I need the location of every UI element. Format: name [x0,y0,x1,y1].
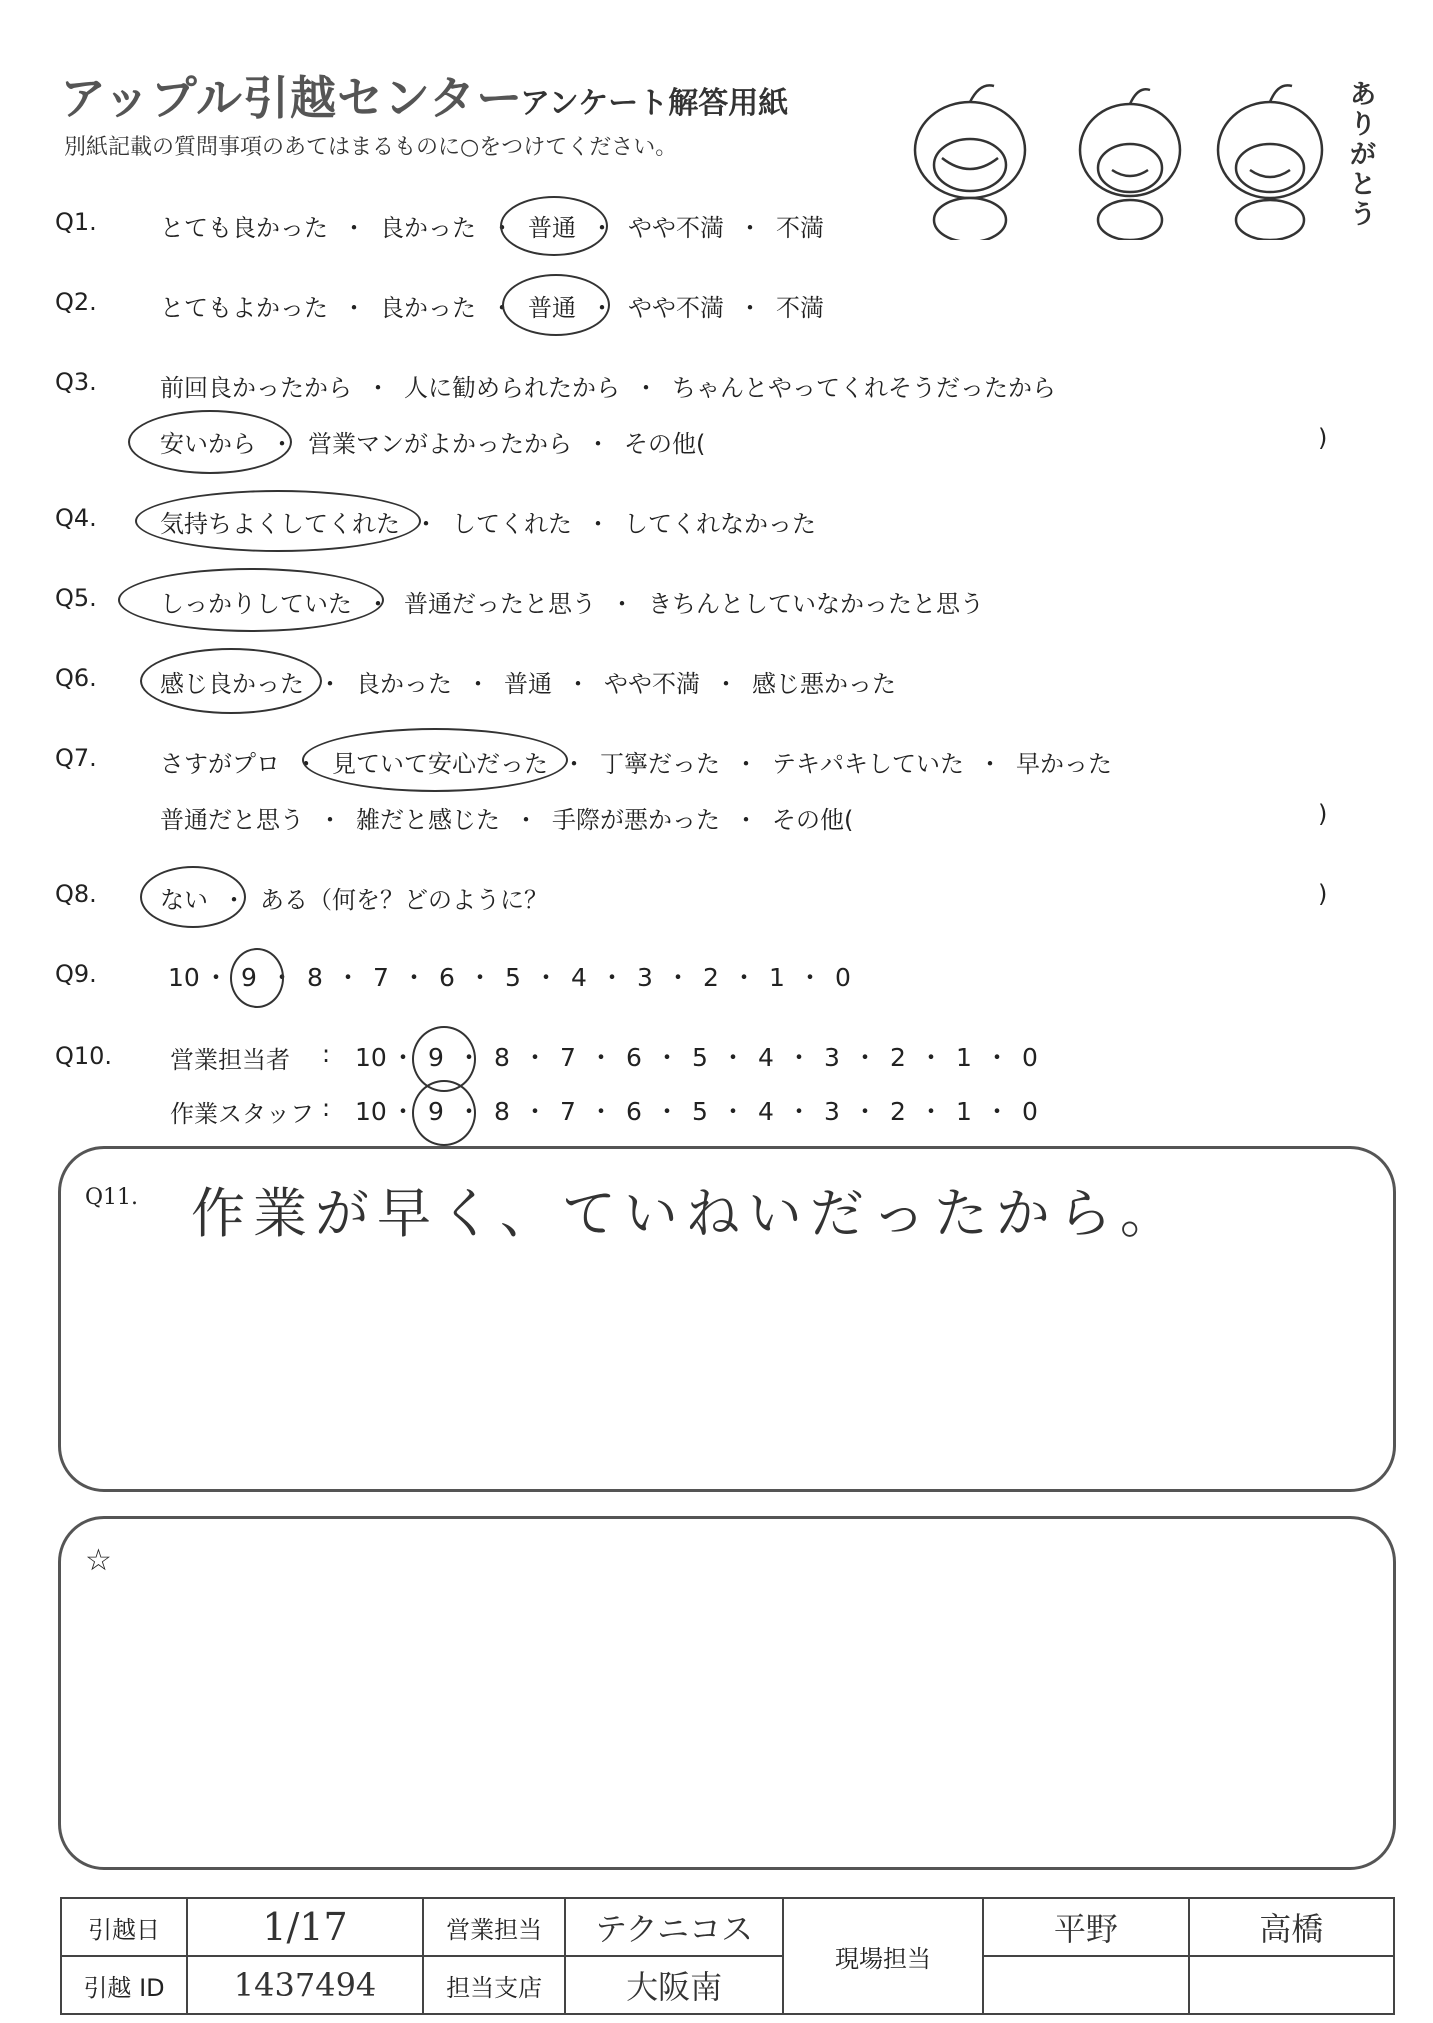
company-title: アップル引越センター [60,71,524,125]
sales-label: 営業担当 [423,1898,565,1956]
q10-sales-score[interactable]: 6 [626,1043,642,1072]
q9-score[interactable]: 6 [439,963,455,992]
q10-colon: : [322,1094,331,1122]
site-staff-empty-2 [1189,1956,1394,2014]
q3-label: Q3. [55,368,97,396]
monkey-middle-icon [1080,89,1180,240]
monkey-left-icon [915,85,1025,240]
q7-option-selected[interactable]: 見ていて安心だった [332,750,548,778]
q4-option[interactable]: してくれた [452,510,572,538]
q7-option[interactable]: 丁寧だった [600,750,720,778]
q10-sales-score[interactable]: 7 [560,1043,576,1072]
q2-option[interactable]: やや不満 [628,294,724,322]
q1-option[interactable]: 良かった [380,214,476,242]
q9-label: Q9. [55,960,97,988]
q3-option[interactable]: 人に勧められたから [404,374,620,402]
sales-value: テクニコス [565,1898,783,1956]
star-icon: ☆ [85,1543,112,1578]
q10-staff-score[interactable]: 2 [890,1097,906,1126]
q9-score[interactable]: 3 [637,963,653,992]
q10-staff-selection-circle [412,1080,476,1146]
q10-sales-score[interactable]: 10 [355,1043,387,1072]
q10-sales-score[interactable]: 4 [758,1043,774,1072]
q5-selection-circle [118,568,384,632]
q2-options: とてもよかった ・ 良かった ・ 普通 ・ やや不満 ・ 不満 [160,294,824,322]
q8-option-selected[interactable]: ない [160,886,208,914]
q3-option-selected[interactable]: 安いから [160,430,256,458]
monkey-mascots-illustration [880,70,1380,240]
q5-options: しっかりしていた ・ 普通だったと思う ・ きちんとしていなかったと思う [160,590,984,618]
instruction-text: 別紙記載の質問事項のあてはまるものに○をつけてください。 [64,135,678,160]
q10-staff-score[interactable]: 5 [692,1097,708,1126]
form-subtitle: アンケート解答用紙 [520,86,789,121]
q11-answer: 作業が早く、ていねいだったから。 [191,1182,1182,1245]
q3-option[interactable]: 営業マンがよかったから [308,430,572,458]
q3-option[interactable]: 前回良かったから [160,374,352,402]
q2-option-selected[interactable]: 普通 [528,294,576,322]
q2-option[interactable]: 不満 [776,294,824,322]
q7-options-line1: さすがプロ ・ 見ていて安心だった ・ 丁寧だった ・ テキパキしていた ・ 早かった [160,750,1112,778]
q9-score[interactable]: 4 [571,963,587,992]
q3-options-line2: 安いから ・ 営業マンがよかったから ・ その他( [160,430,706,458]
q8-label: Q8. [55,880,97,908]
q9-score[interactable]: 1 [769,963,785,992]
move-id-value: 1437494 [187,1956,423,2014]
q10-staff-scale: 10 ・ 9 ・ 8 ・ 7 ・ 6 ・ 5 ・ 4 ・ 3 ・ 2 ・ 1 ・ 0 [355,1092,1045,1128]
q5-option-selected[interactable]: しっかりしていた [160,590,352,618]
q5-option[interactable]: きちんとしていなかったと思う [648,590,984,618]
q1-option[interactable]: 不満 [776,214,824,242]
q10-staff-score[interactable]: 0 [1022,1097,1038,1126]
branch-label: 担当支店 [423,1956,565,2014]
notes-box[interactable] [58,1516,1396,1870]
q2-selection-circle [502,274,610,336]
q6-selection-circle [140,648,322,714]
q7-option[interactable]: 早かった [1016,750,1112,778]
site-staff-2: 高橋 [1189,1898,1394,1956]
q1-option[interactable]: とても良かった [160,214,328,242]
q3-close-paren: ) [1318,424,1328,452]
q1-label: Q1. [55,208,97,236]
q7-option[interactable]: 手際が悪かった [552,806,720,834]
q10-sales-score[interactable]: 0 [1022,1043,1038,1072]
move-date-label: 引越日 [61,1898,187,1956]
site-staff-empty-1 [983,1956,1188,2014]
q6-option[interactable]: 良かった [356,670,452,698]
q6-option-selected[interactable]: 感じ良かった [160,670,304,698]
q9-selection-circle [230,948,284,1008]
q3-selection-circle [128,410,292,474]
q4-option-selected[interactable]: 気持ちよくしてくれた [160,510,400,538]
q9-scale: 10 ・ 9 ・ 8 ・ 7 ・ 6 ・ 5 ・ 4 ・ 3 ・ 2 ・ 1 ・ 0 [168,958,858,994]
q4-label: Q4. [55,504,97,532]
q11-comment-box[interactable] [58,1146,1396,1492]
q9-score[interactable]: 7 [373,963,389,992]
q8-selection-circle [140,866,246,928]
branch-value: 大阪南 [565,1956,783,2014]
q7-options-line2: 普通だと思う ・ 雑だと感じた ・ 手際が悪かった ・ その他( [160,806,854,834]
q7-option[interactable]: その他( [772,806,854,834]
q10-staff-label: 作業スタッフ [170,1100,314,1128]
q7-option[interactable]: さすがプロ [160,750,280,778]
q8-option[interactable]: ある（何を？どのように？ [260,886,548,914]
q3-options-line1: 前回良かったから ・ 人に勧められたから ・ ちゃんとやってくれそうだったから [160,374,1056,402]
q10-staff-score[interactable]: 4 [758,1097,774,1126]
q7-option[interactable]: テキパキしていた [772,750,964,778]
thanks-text: ありがとう [1350,80,1377,230]
q10-staff-score[interactable]: 3 [824,1097,840,1126]
q2-option[interactable]: とてもよかった [160,294,328,322]
q10-staff-score-selected[interactable]: 9 [428,1097,444,1126]
q8-close-paren: ) [1318,880,1328,908]
q5-label: Q5. [55,584,97,612]
q10-sales-score[interactable]: 2 [890,1043,906,1072]
q10-staff-score[interactable]: 8 [494,1097,510,1126]
q10-staff-score[interactable]: 10 [355,1097,387,1126]
q3-option[interactable]: その他( [624,430,706,458]
footer-info-table [60,1897,1395,2015]
q10-sales-score[interactable]: 1 [956,1043,972,1072]
q6-option[interactable]: 普通 [504,670,552,698]
q2-option[interactable]: 良かった [380,294,476,322]
q8-options: ない ・ ある（何を？どのように？ [160,886,548,914]
q6-label: Q6. [55,664,97,692]
q9-score-selected[interactable]: 9 [241,963,257,992]
q7-option[interactable]: 普通だと思う [160,806,304,834]
q10-colon: : [322,1040,331,1068]
q7-label: Q7. [55,744,97,772]
q7-selection-circle [302,728,568,792]
move-id-label: 引越 ID [61,1956,187,2014]
q3-option[interactable]: ちゃんとやってくれそうだったから [672,374,1056,402]
q10-staff-score[interactable]: 6 [626,1097,642,1126]
q9-score[interactable]: 8 [307,963,323,992]
site-label: 現場担当 [783,1898,983,2014]
monkey-right-icon [1218,85,1322,240]
q10-sales-score[interactable]: 3 [824,1043,840,1072]
q11-label: Q11. [85,1185,139,1210]
q10-label: Q10. [55,1042,113,1070]
q1-option-selected[interactable]: 普通 [528,214,576,242]
q9-score[interactable]: 10 [168,963,200,992]
q10-sales-score[interactable]: 5 [692,1043,708,1072]
q1-option[interactable]: やや不満 [628,214,724,242]
q4-option[interactable]: してくれなかった [624,510,816,538]
q2-label: Q2. [55,288,97,316]
q7-close-paren: ) [1318,800,1328,828]
q10-sales-scale: 10 ・ 9 ・ 8 ・ 7 ・ 6 ・ 5 ・ 4 ・ 3 ・ 2 ・ 1 ・ 0 [355,1038,1045,1074]
move-date-value: 1/17 [187,1898,423,1956]
q6-option[interactable]: 感じ悪かった [752,670,896,698]
q6-option[interactable]: やや不満 [604,670,700,698]
q10-sales-score-selected[interactable]: 9 [428,1043,444,1072]
q7-option[interactable]: 雑だと感じた [356,806,500,834]
q6-options: 感じ良かった ・ 良かった ・ 普通 ・ やや不満 ・ 感じ悪かった [160,670,896,698]
q1-options: とても良かった ・ 良かった ・ 普通 ・ やや不満 ・ 不満 [160,214,824,242]
q9-score[interactable]: 2 [703,963,719,992]
q9-score[interactable]: 5 [505,963,521,992]
q1-selection-circle [500,196,608,256]
q4-selection-circle [135,490,421,552]
q10-sales-score[interactable]: 8 [494,1043,510,1072]
q10-staff-score[interactable]: 1 [956,1097,972,1126]
q9-score[interactable]: 0 [835,963,851,992]
q10-sales-label: 営業担当者 [170,1046,290,1074]
q4-options: 気持ちよくしてくれた ・ してくれた ・ してくれなかった [160,510,816,538]
site-staff-1: 平野 [983,1898,1188,1956]
q5-option[interactable]: 普通だったと思う [404,590,596,618]
q10-staff-score[interactable]: 7 [560,1097,576,1126]
